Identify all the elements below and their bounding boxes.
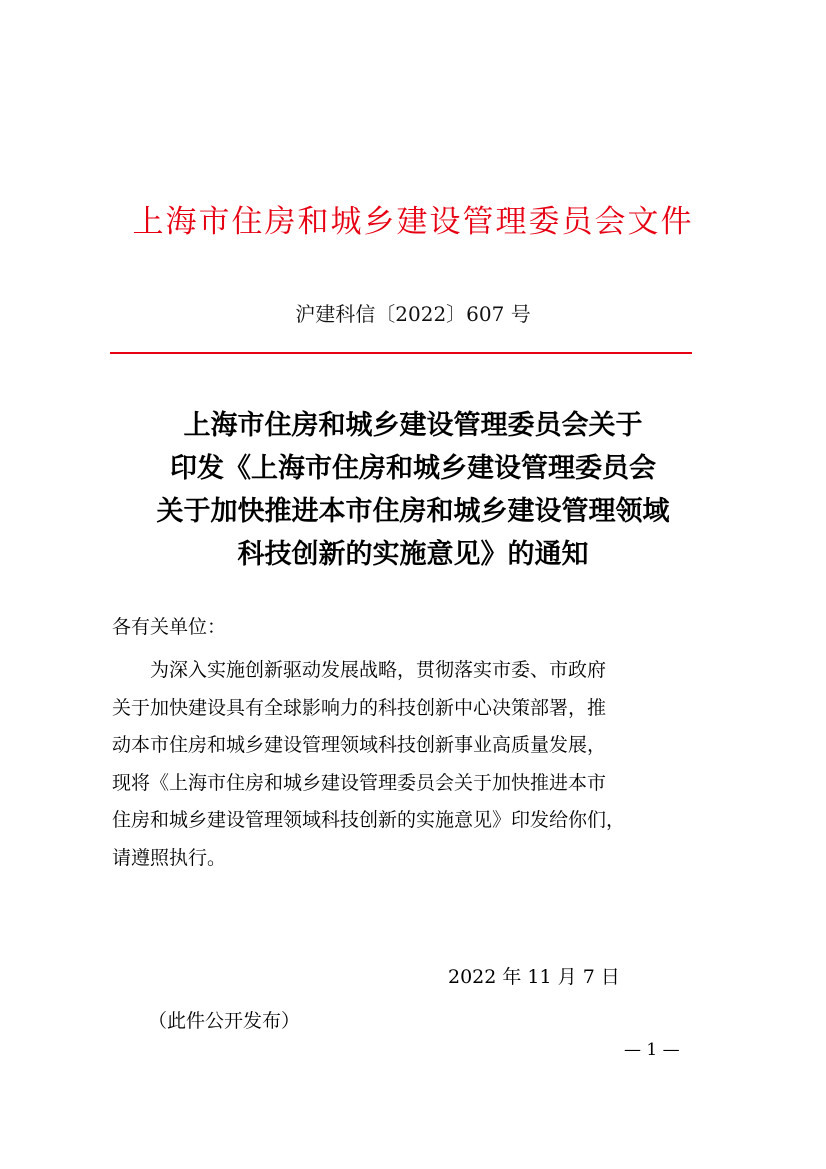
paragraph-line: 住房和城乡建设管理领域科技创新的实施意见》印发给你们， [112, 809, 626, 831]
paragraph-line: 为深入实施创新驱动发展战略，贯彻落实市委、市政府 [150, 659, 607, 681]
paragraph-line: 请遵照执行。 [112, 846, 227, 869]
page-number: — 1 — [624, 1040, 680, 1060]
document-number: 沪建科信〔2022〕607 号 [295, 302, 531, 326]
title-line: 关于加快推进本市住房和城乡建设管理领域 [156, 496, 670, 527]
red-divider-line [110, 352, 692, 354]
body-paragraph [112, 652, 718, 877]
paragraph-line: 现将《上海市住房和城乡建设管理委员会关于加快推进本市 [112, 771, 607, 794]
title-line: 上海市住房和城乡建设管理委员会关于 [183, 410, 643, 441]
disclosure-note: （此件公开发布） [148, 1010, 301, 1032]
paragraph-line: 关于加快建设具有全球影响力的科技创新中心决策部署，推 [112, 696, 607, 719]
title-line: 科技创新的实施意见》的通知 [237, 539, 589, 570]
title-line: 印发《上海市住房和城乡建设管理委员会 [170, 453, 656, 484]
paragraph-line: 动本市住房和城乡建设管理领域科技创新事业高质量发展， [112, 734, 607, 756]
issue-date: 2022 年 11 月 7 日 [448, 966, 620, 988]
salutation: 各有关单位： [112, 616, 227, 638]
issuing-authority-header: 上海市住房和城乡建设管理委员会文件 [132, 204, 694, 240]
document-title [100, 404, 726, 576]
